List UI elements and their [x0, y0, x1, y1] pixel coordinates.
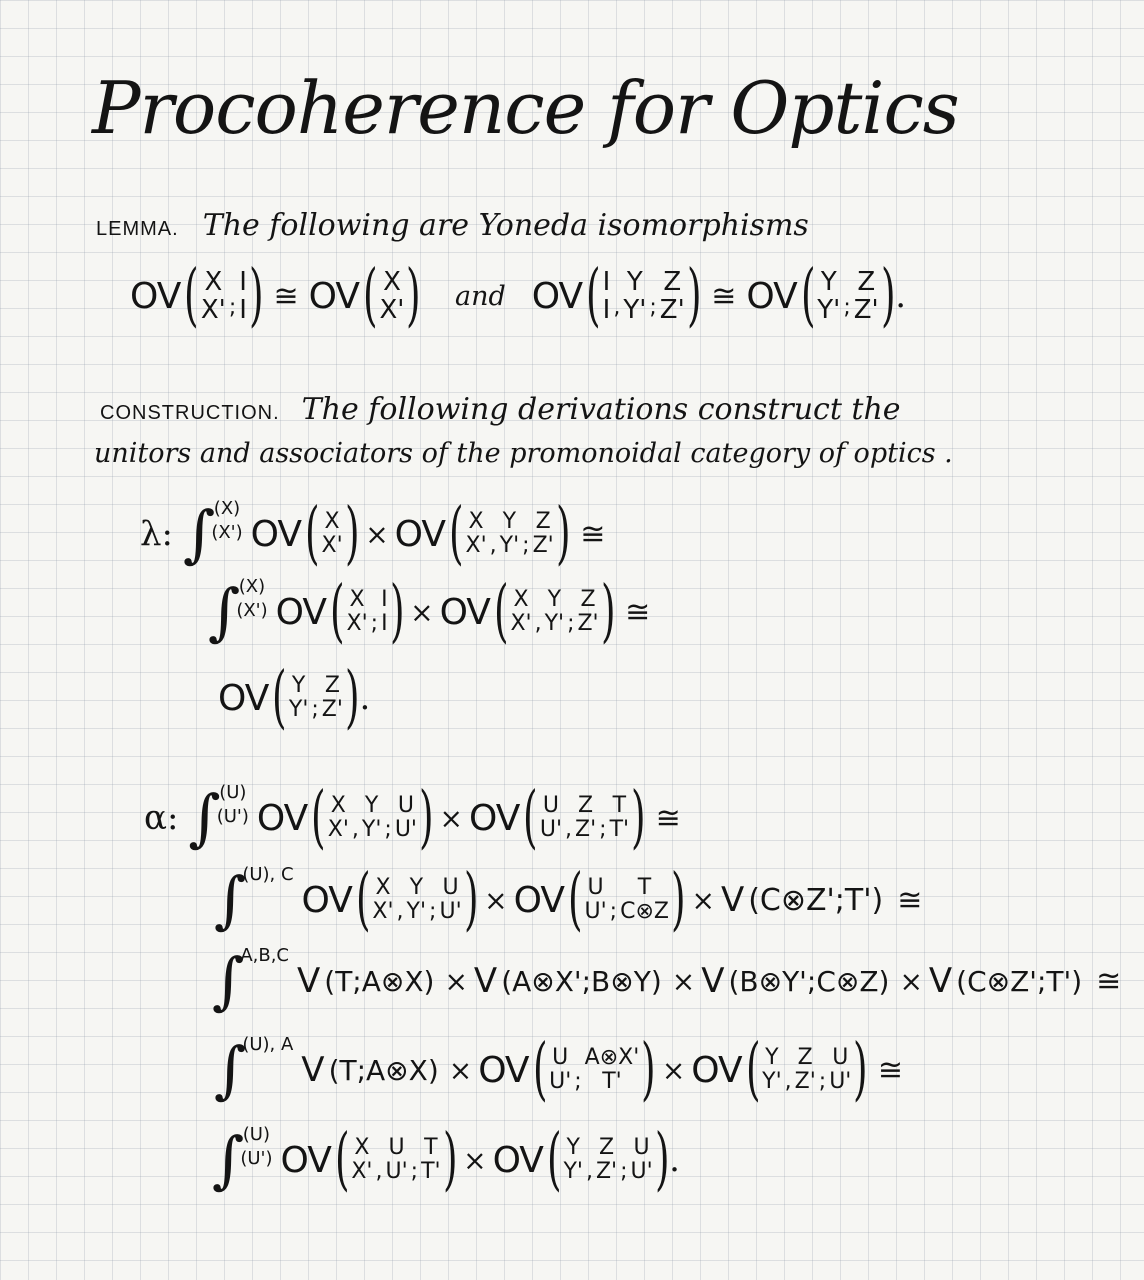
right-paren: )	[686, 256, 702, 335]
optic-symbol: OV	[130, 275, 181, 317]
coend-integral: ∫ (U) (U')	[188, 781, 249, 854]
right-paren: )	[880, 256, 896, 335]
iso-symbol: ≅	[897, 882, 923, 918]
construction-text-2: unitors and associators of the promonoidal category of optics .	[94, 438, 953, 469]
optic-symbol: OV	[513, 879, 564, 921]
lambda-line-1: λ: ∫ (X) (X') OV ( X X' ) × OV ( X X' , Y Y' ; Z Z' ) ≅	[140, 494, 606, 573]
optic-symbol: OV	[218, 677, 269, 719]
and-word: and	[454, 280, 506, 312]
lambda-label: λ:	[140, 514, 174, 554]
lemma-line	[96, 208, 809, 243]
stack-i: I I	[602, 267, 611, 325]
alpha-line-2: ∫ (U), C OV ( X X' , Y Y' ; U U' ) × OV ( U U' ; T C⊗Z ) × V (C⊗Z';T') ≅	[214, 860, 923, 939]
coend-integral: ∫ (U) (U')	[212, 1123, 273, 1196]
construction-line-1	[100, 392, 901, 427]
semicolon: ;	[843, 295, 851, 320]
lambda-line-2: ∫ (X) (X') OV ( X X' ; I I ) × OV ( X X' , Y Y' ; Z Z' ) ≅	[208, 572, 651, 651]
optic-symbol: OV	[746, 275, 797, 317]
optic-symbol: OV	[439, 591, 490, 633]
optic-symbol: OV	[492, 1139, 543, 1181]
optic-symbol: OV	[280, 1139, 331, 1181]
coend-integral: ∫ A,B,C	[212, 944, 289, 1017]
right-paren: )	[406, 256, 422, 335]
iso-symbol: ≅	[1096, 963, 1122, 999]
iso-symbol: ≅	[711, 278, 737, 314]
alpha-label: α:	[144, 798, 179, 838]
optic-symbol: OV	[531, 275, 583, 317]
stack-x: X X'	[200, 267, 226, 325]
optic-symbol: OV	[308, 275, 359, 317]
iso-symbol: ≅	[580, 516, 606, 552]
optic-symbol: OV	[250, 513, 301, 555]
stack-z: Z Z'	[659, 267, 685, 325]
period: .	[895, 276, 907, 316]
stack-x: X X'	[379, 267, 405, 325]
coend-integral: ∫ (U), A	[214, 1033, 294, 1106]
construction-label: CONSTRUCTION.	[100, 402, 280, 424]
optic-symbol: OV	[275, 591, 326, 633]
semicolon: ;	[649, 295, 657, 320]
stack-y: Y Y'	[817, 267, 841, 325]
lambda-line-3: OV ( Y Y' ; Z Z' ) .	[218, 658, 371, 737]
coend-integral: ∫ (X) (X')	[183, 497, 243, 570]
optic-symbol: OV	[301, 879, 352, 921]
lemma-label: LEMMA.	[96, 218, 179, 240]
stack-y: Y Y'	[623, 267, 647, 325]
yoneda-symbol: V	[720, 880, 745, 920]
comma: ,	[613, 295, 621, 320]
alpha-line-3: ∫ A,B,C V (T;A⊗X) × V (A⊗X';B⊗Y) × V (B⊗Y';C⊗Z) × V (C⊗Z';T') ≅	[212, 944, 1122, 1017]
construction-text-1: The following derivations construct the	[301, 392, 901, 427]
stack-z: Z Z'	[853, 267, 879, 325]
alpha-line-5: ∫ (U) (U') OV ( X X' , U U' ; T T' ) × OV ( Y Y' , Z Z' ; U U' ) .	[212, 1120, 680, 1199]
semicolon: ;	[228, 295, 237, 320]
optic-symbol: OV	[394, 513, 445, 555]
lemma-text: The following are Yoneda isomorphisms	[202, 208, 809, 243]
iso-symbol: ≅	[877, 1052, 904, 1088]
optic-symbol: OV	[468, 797, 520, 839]
left-paren: (	[800, 256, 816, 335]
left-paren: (	[184, 256, 199, 335]
optic-symbol: OV	[256, 797, 308, 839]
left-paren: (	[362, 256, 378, 335]
optic-symbol: OV	[691, 1049, 742, 1091]
optic-symbol: OV	[478, 1049, 529, 1091]
coend-integral: ∫ (U), C	[214, 863, 294, 936]
coend-integral: ∫ (X) (X')	[208, 575, 268, 648]
right-paren: )	[248, 256, 264, 335]
stack-i: I I	[239, 267, 247, 325]
iso-symbol: ≅	[273, 278, 299, 314]
left-paren: (	[586, 256, 601, 335]
page-title: Procoherence for Optics	[92, 66, 959, 150]
iso-symbol: ≅	[625, 594, 651, 630]
iso-symbol: ≅	[655, 800, 681, 836]
lemma-formula	[130, 256, 910, 335]
alpha-line-1: α: ∫ (U) (U') OV ( X X' , Y Y' ; U U' ) × OV ( U U' , Z Z' ; T T' ) ≅	[144, 778, 681, 857]
alpha-line-4: ∫ (U), A V (T;A⊗X) × OV ( U U' ; A⊗X' T' ) × OV ( Y Y' , Z Z' ; U U' ) ≅	[214, 1030, 904, 1109]
